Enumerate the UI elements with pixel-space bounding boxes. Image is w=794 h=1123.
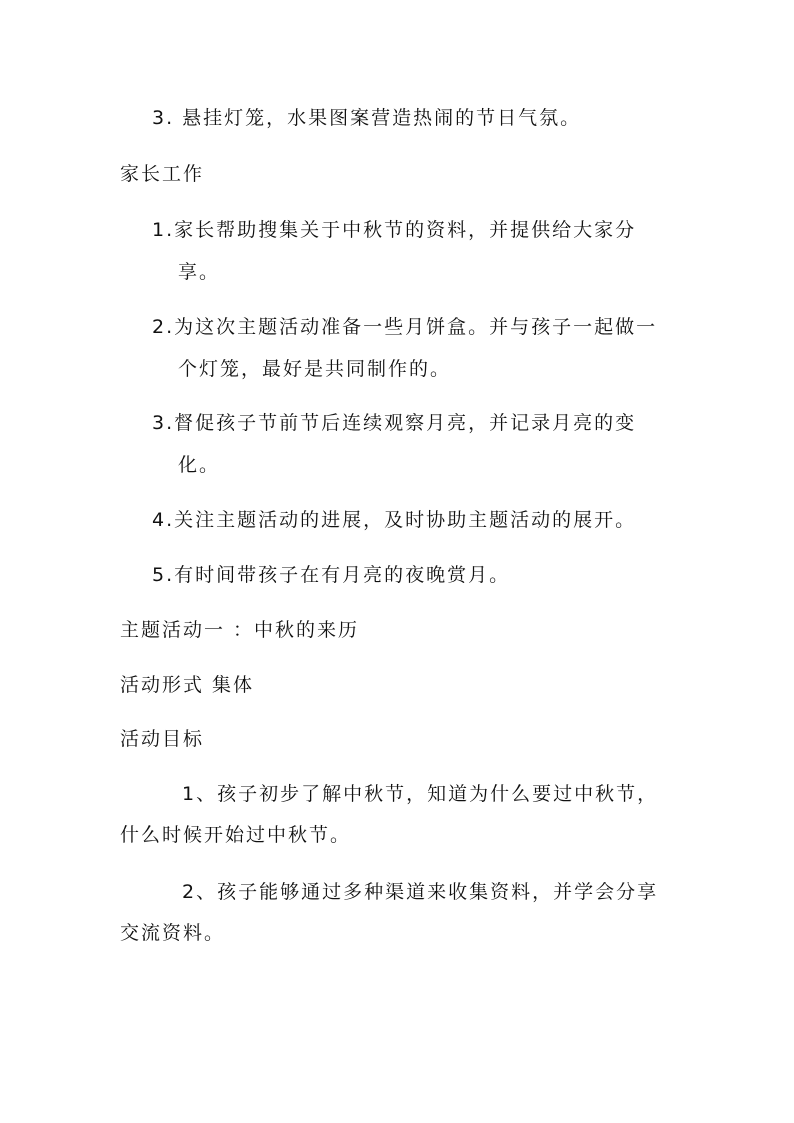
list-item: 4.关注主题活动的进展，及时协助主题活动的展开。	[152, 509, 637, 531]
list-item: 3. 悬挂灯笼，水果图案营造热闹的节日气氛。	[152, 107, 582, 129]
paragraph-line: 1、孩子初步了解中秋节，知道为什么要过中秋节，	[182, 783, 659, 805]
section-heading: 活动目标	[120, 728, 205, 750]
section-heading: 家长工作	[120, 163, 205, 185]
list-item-continuation: 享。	[178, 261, 221, 283]
list-item: 3.督促孩子节前节后连续观察月亮，并记录月亮的变	[152, 412, 637, 434]
paragraph-line: 交流资料。	[120, 922, 226, 944]
list-item: 2.为这次主题活动准备一些月饼盒。并与孩子一起做一	[152, 316, 658, 338]
list-item: 5.有时间带孩子在有月亮的夜晚赏月。	[152, 564, 511, 586]
section-heading: 活动形式 集体	[120, 674, 255, 696]
section-heading: 主题活动一 ：中秋的来历	[120, 619, 360, 641]
paragraph-line: 什么时候开始过中秋节。	[120, 824, 352, 846]
list-item-continuation: 个灯笼，最好是共同制作的。	[178, 358, 452, 380]
list-item: 1.家长帮助搜集关于中秋节的资料，并提供给大家分	[152, 219, 637, 241]
paragraph-line: 2、孩子能够通过多种渠道来收集资料，并学会分享	[182, 881, 659, 903]
list-item-continuation: 化。	[178, 454, 221, 476]
